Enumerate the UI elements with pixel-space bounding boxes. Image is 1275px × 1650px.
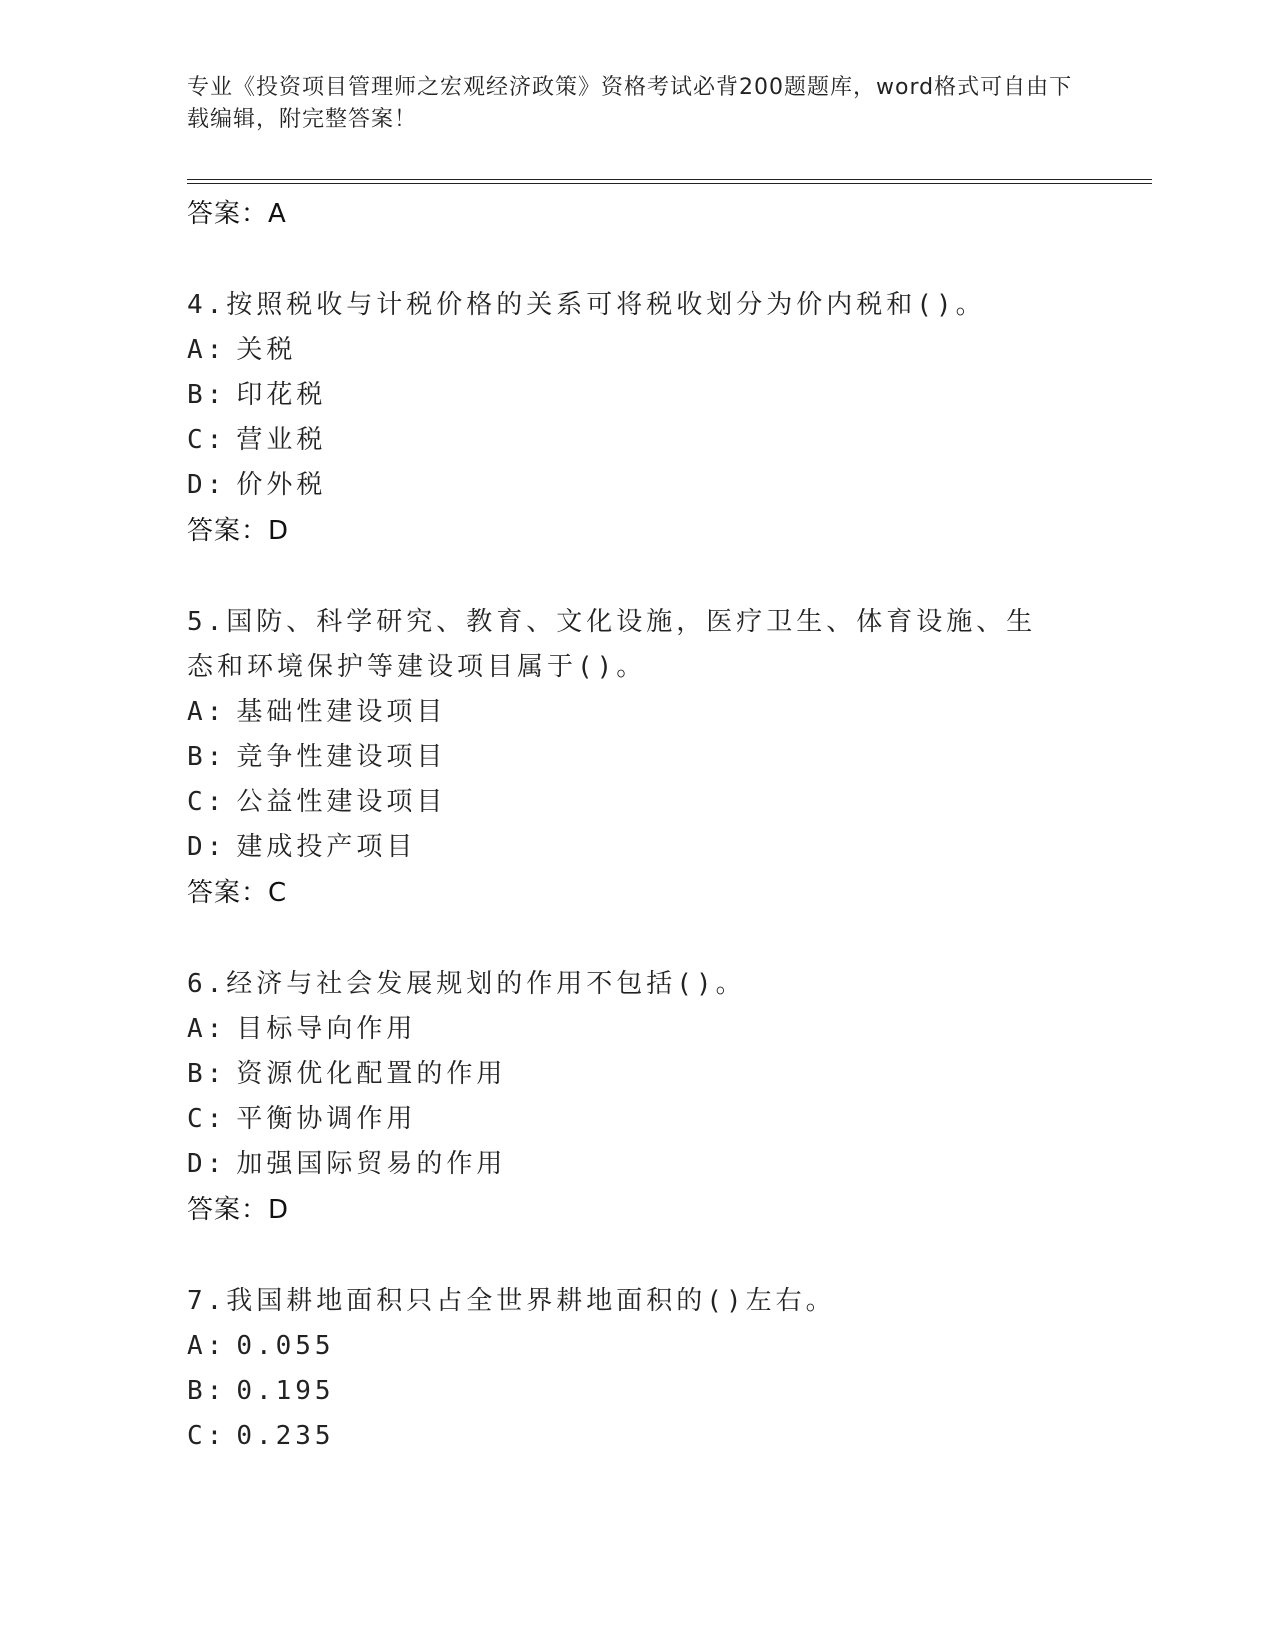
question-text: 6.经济与社会发展规划的作用不包括()。	[187, 969, 746, 999]
question-text: 5.国防、科学研究、教育、文化设施，医疗卫生、体育设施、生态和环境保护等建设项目属于()。	[187, 607, 1037, 682]
question-list	[187, 191, 1147, 1459]
option-letter: C	[187, 787, 207, 817]
option-letter: C	[187, 425, 207, 455]
answer-line: 答案：D	[187, 516, 290, 546]
question-7	[187, 1279, 1147, 1459]
option-letter: B	[187, 742, 207, 772]
option-letter: A	[187, 697, 207, 727]
option-text: 建成投产项目	[236, 832, 417, 862]
option-letter: B	[187, 1376, 207, 1406]
question-text: 4.按照税收与计税价格的关系可将税收划分为价内税和()。	[187, 290, 986, 320]
question-5	[187, 600, 1147, 916]
question-text: 7.我国耕地面积只占全世界耕地面积的()左右。	[187, 1286, 836, 1316]
option-b: B: 竞争性建设项目	[187, 735, 1147, 780]
option-text: 目标导向作用	[236, 1014, 417, 1044]
option-d: D: 建成投产项目	[187, 825, 1147, 870]
option-b: B: 印花税	[187, 373, 1147, 418]
option-b: B: 0.195	[187, 1369, 1147, 1414]
option-text: 关税	[236, 335, 297, 365]
option-text: 0.195	[236, 1376, 335, 1406]
option-text: 印花税	[236, 380, 327, 410]
option-a: A: 0.055	[187, 1324, 1147, 1369]
option-letter: D	[187, 1149, 207, 1179]
question-6	[187, 962, 1147, 1233]
option-text: 营业税	[236, 425, 327, 455]
option-letter: D	[187, 470, 207, 500]
option-a: A: 基础性建设项目	[187, 690, 1147, 735]
option-a: A: 关税	[187, 328, 1147, 373]
option-text: 公益性建设项目	[236, 787, 447, 817]
option-text: 加强国际贸易的作用	[236, 1149, 507, 1179]
header-divider-top	[187, 179, 1152, 180]
option-letter: A	[187, 335, 207, 365]
answer-line: 答案：A	[187, 199, 287, 229]
option-text: 平衡协调作用	[236, 1104, 417, 1134]
question-4	[187, 283, 1147, 554]
document-header	[187, 72, 1087, 136]
option-letter: D	[187, 832, 207, 862]
option-c: C: 营业税	[187, 418, 1147, 463]
answer-line: 答案：C	[187, 878, 288, 908]
header-divider-bottom	[187, 183, 1152, 184]
option-letter: A	[187, 1014, 207, 1044]
option-c: C: 公益性建设项目	[187, 780, 1147, 825]
option-c: C: 平衡协调作用	[187, 1097, 1147, 1142]
option-c: C: 0.235	[187, 1414, 1147, 1459]
option-d: D: 加强国际贸易的作用	[187, 1142, 1147, 1187]
option-letter: C	[187, 1421, 207, 1451]
option-d: D: 价外税	[187, 463, 1147, 508]
answer-line: 答案：D	[187, 1195, 290, 1225]
option-letter: C	[187, 1104, 207, 1134]
option-text: 价外税	[236, 470, 327, 500]
option-a: A: 目标导向作用	[187, 1007, 1147, 1052]
option-text: 0.055	[236, 1331, 335, 1361]
header-title: 专业《投资项目管理师之宏观经济政策》资格考试必背200题题库，word格式可自由下载编辑，附完整答案！	[187, 75, 1073, 132]
option-text: 基础性建设项目	[236, 697, 447, 727]
option-letter: A	[187, 1331, 207, 1361]
option-letter: B	[187, 380, 207, 410]
option-text: 0.235	[236, 1421, 335, 1451]
option-text: 竞争性建设项目	[236, 742, 447, 772]
option-b: B: 资源优化配置的作用	[187, 1052, 1147, 1097]
option-text: 资源优化配置的作用	[236, 1059, 507, 1089]
option-letter: B	[187, 1059, 207, 1089]
